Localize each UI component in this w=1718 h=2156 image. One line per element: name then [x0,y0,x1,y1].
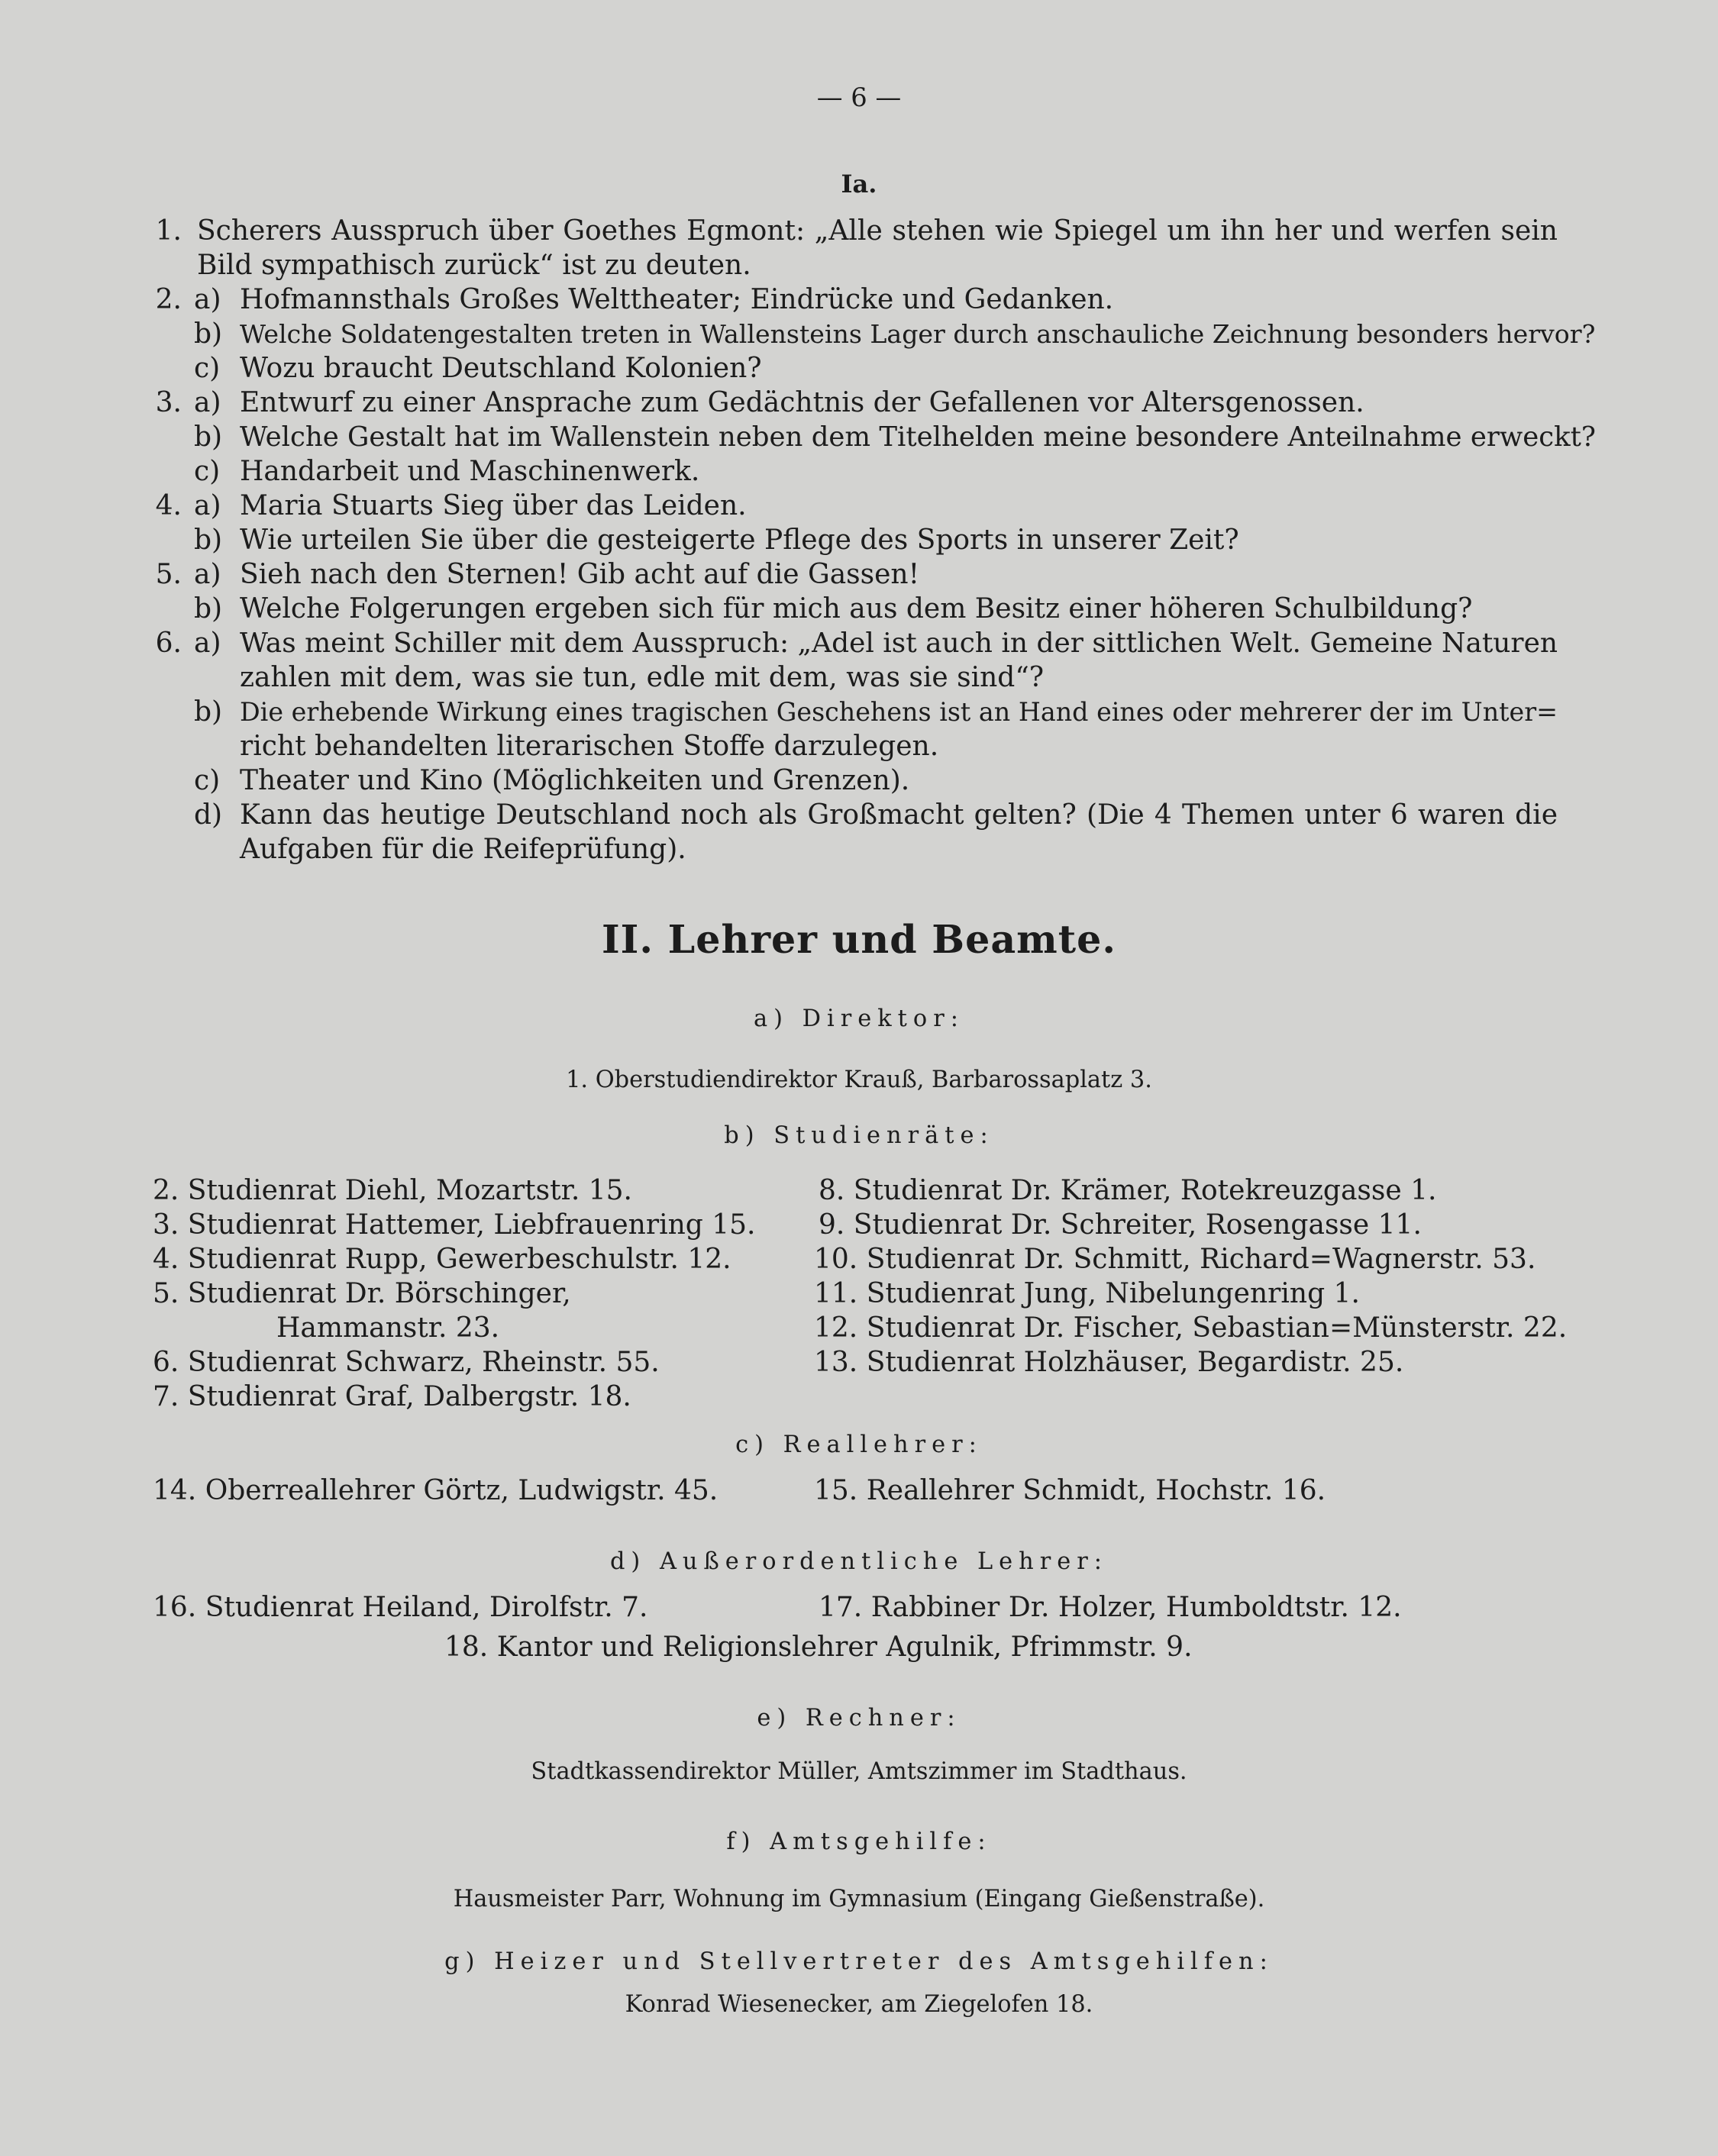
topic-letter: b) [194,318,223,350]
topic-line: Sieh nach den Sternen! Gib acht auf die Gassen! [240,559,920,590]
topic-line: Aufgaben für die Reifeprüfung). [240,834,686,865]
topic-letter: b) [194,593,223,625]
topic-letter: a) [194,559,221,590]
staff-entry: 5. Studienrat Dr. Börschinger, [153,1278,571,1309]
topic-line: Maria Stuarts Sieg über das Leiden. [240,490,747,521]
studienraete-heading: b) Studienräte: [724,1122,994,1149]
staff-entry: 7. Studienrat Graf, Dalbergstr. 18. [153,1381,631,1412]
reallehrer-heading: c) Reallehrer: [735,1431,983,1458]
topic-line: Handarbeit und Maschinenwerk. [240,456,700,487]
topic-letter: a) [194,387,221,418]
topic-number: 2. [155,284,182,315]
topic-letter: a) [194,490,221,521]
topic-letter: d) [194,799,223,831]
topic-number: 1. [155,215,182,247]
direktor-heading: a) Direktor: [754,1005,964,1032]
topic-number: 3. [155,387,182,418]
staff-entry: 12. Studienrat Dr. Fischer, Sebastian=Münsterstr. 22. [814,1312,1568,1344]
heizer-entry: Konrad Wiesenecker, am Ziegelofen 18. [625,1991,1093,2018]
staff-entry: 13. Studienrat Holzhäuser, Begardistr. 25. [814,1347,1404,1378]
staff-entry: 11. Studienrat Jung, Nibelungenring 1. [814,1278,1360,1309]
topic-line: Bild sympathisch zurück“ ist zu deuten. [197,250,751,281]
topic-line: Was meint Schiller mit dem Ausspruch: „Adel ist auch in der sittlichen Welt. Gemeine Naturen [240,628,1558,659]
staff-entry: 18. Kantor und Religionslehrer Agulnik, Pfrimmstr. 9. [444,1632,1193,1663]
direktor-entry: 1. Oberstudiendirektor Krauß, Barbarossaplatz 3. [566,1067,1152,1093]
page-number: — 6 — [816,82,902,112]
staff-entry: 15. Reallehrer Schmidt, Hochstr. 16. [814,1475,1326,1506]
topic-line: Wozu braucht Deutschland Kolonien? [240,353,762,384]
staff-entry-continuation: Hammanstr. 23. [276,1312,500,1344]
topic-letter: c) [194,456,221,487]
amtsgehilfe-heading: f) Amtsgehilfe: [726,1828,992,1855]
topic-line: Hofmannsthals Großes Welttheater; Eindrücke und Gedanken. [240,284,1114,315]
rechner-heading: e) Rechner: [757,1705,961,1732]
staff-entry: 9. Studienrat Dr. Schreiter, Rosengasse 11. [819,1209,1422,1241]
topic-line: Die erhebende Wirkung eines tragischen Geschehens ist an Hand eines oder mehrerer der im Unter= [240,697,1558,727]
topic-letter: c) [194,765,221,796]
topic-number: 6. [155,628,182,659]
rechner-entry: Stadtkassendirektor Müller, Amtszimmer im Stadthaus. [531,1758,1187,1785]
heizer-heading: g) Heizer und Stellvertreter des Amtsgehilfen: [444,1948,1274,1975]
topic-line: Wie urteilen Sie über die gesteigerte Pflege des Sports in unserer Zeit? [240,524,1239,556]
staff-entry: 3. Studienrat Hattemer, Liebfrauenring 15. [153,1209,756,1241]
topic-number: 5. [155,559,182,590]
staff-entry: 2. Studienrat Diehl, Mozartstr. 15. [153,1175,632,1206]
topic-letter: c) [194,353,221,384]
staff-entry: 17. Rabbiner Dr. Holzer, Humboldtstr. 12. [819,1592,1402,1623]
topic-number: 4. [155,490,182,521]
topic-line: Theater und Kino (Möglichkeiten und Grenzen). [240,765,910,796]
ausserordentlich-heading: d) Außerordentliche Lehrer: [609,1548,1109,1575]
section-ii-heading: II. Lehrer und Beamte. [601,916,1117,962]
staff-entry: 14. Oberreallehrer Görtz, Ludwigstr. 45. [153,1475,719,1506]
section-ia-heading: Ia. [841,169,877,198]
staff-entry: 4. Studienrat Rupp, Gewerbeschulstr. 12. [153,1244,731,1275]
topic-line: Welche Folgerungen ergeben sich für mich aus dem Besitz einer höheren Schulbildung? [240,593,1473,625]
amtsgehilfe-entry: Hausmeister Parr, Wohnung im Gymnasium (Eingang Gießenstraße). [453,1886,1265,1912]
staff-entry: 8. Studienrat Dr. Krämer, Rotekreuzgasse 1. [819,1175,1437,1206]
topic-line: Welche Gestalt hat im Wallenstein neben dem Titelhelden meine besondere Anteilnahme erweckt? [240,421,1596,453]
staff-entry: 10. Studienrat Dr. Schmitt, Richard=Wagnerstr. 53. [814,1244,1536,1275]
staff-entry: 6. Studienrat Schwarz, Rheinstr. 55. [153,1347,660,1378]
topic-line: Scherers Ausspruch über Goethes Egmont: „Alle stehen wie Spiegel um ihn her und werfen sein [197,215,1558,247]
topic-line: Welche Soldatengestalten treten in Wallensteins Lager durch anschauliche Zeichnung besonders hervor? [240,319,1596,349]
topic-letter: a) [194,284,221,315]
topic-line: richt behandelten literarischen Stoffe darzulegen. [240,731,939,762]
topic-line: Entwurf zu einer Ansprache zum Gedächtnis der Gefallenen vor Altersgenossen. [240,387,1364,418]
topic-line: Kann das heutige Deutschland noch als Großmacht gelten? (Die 4 Themen unter 6 waren die [240,799,1558,831]
topic-letter: a) [194,628,221,659]
topic-letter: b) [194,696,223,728]
topic-line: zahlen mit dem, was sie tun, edle mit dem, was sie sind“? [240,662,1045,693]
topic-letter: b) [194,421,223,453]
topic-letter: b) [194,524,223,556]
staff-entry: 16. Studienrat Heiland, Dirolfstr. 7. [153,1592,648,1623]
